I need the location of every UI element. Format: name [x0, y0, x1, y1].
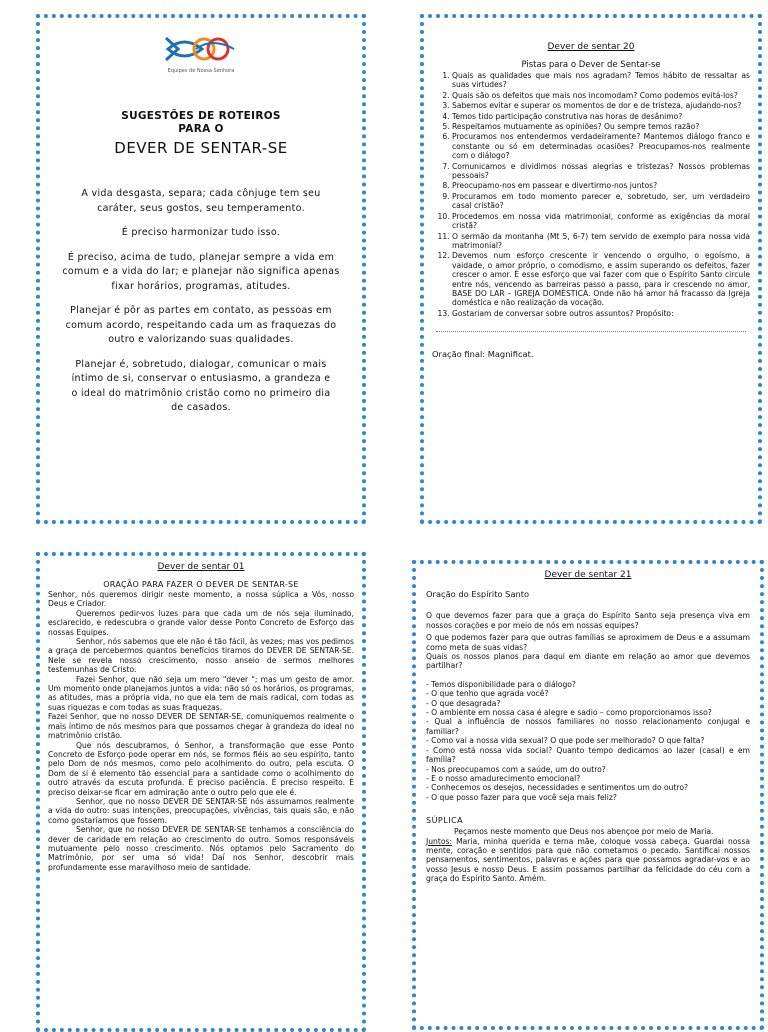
card-subheading: ORAÇÃO PARA FAZER O DEVER DE SENTAR-SE: [103, 580, 299, 589]
reflection-item: - O que desagrada?: [426, 698, 501, 708]
supplica-text: Peçamos neste momento que Deus nos abençoe por meio de Maria.: [454, 827, 714, 837]
prayer-paragraph: Senhor, nós sabemos que ele não é tão fácil, às vezes; mas vos pedimos a graça de percebermos quantos benefícios tiramos do DEVER DE SENTAR-SE. Nele se revela nosso crescimento, nosso anseio de sermos melhores testemunhas de Cristo.: [48, 637, 354, 675]
reflection-item: - Nos preocupamos com a saúde, um do outro?: [426, 764, 606, 774]
title-line2: PARA O: [178, 123, 224, 135]
page-title: DEVER DE SENTAR-SE: [114, 139, 288, 157]
together-text: Maria, minha querida e terna mãe, coloque vossa cabeça. Guardai nossa mente, coração e sentidos para que não cometamos o pecado. Santificai nossos pensamentos, sentimentos, palavras e ações para que possamos agradar-vos e ao vosso Jesus e nosso Deus. E assim possamos partilhar da felicidade do céu com a graça do Espírito Santo. Amém.: [426, 836, 750, 884]
question-item: 13. Gostariam de conversar sobre outros assuntos? Propósito:: [452, 309, 750, 318]
answer-line[interactable]: [436, 330, 746, 332]
reflection-paragraph: O que devemos fazer para que a graça do Espírito Santo seja presença viva em nossos corações e por meio de nós em nossas equipes?: [426, 611, 750, 630]
prayer-paragraph: Senhor, que no nosso DEVER DE SENTAR-SE nós assumamos realmente a vida do outro: suas intenções, preocupações, vivências, tais quais são, e não como gostaríamos que fossem.: [48, 796, 354, 825]
reflection-item: - O que posso fazer para que você seja mais feliz?: [426, 792, 617, 802]
question-item: 7. Comunicamos e dividimos nossas alegrias e tristezas? Nossos problemas pessoais?: [452, 162, 750, 181]
question-item: 8. Preocupamo-nos em passear e divertirmo-nos juntos?: [452, 181, 750, 190]
opening-prayer: Oração do Espírito Santo: [426, 589, 530, 599]
reflection-item: - E o nosso amadurecimento emocional?: [426, 773, 581, 783]
reflection-item: - Como vai a nossa vida sexual? O que pode ser melhorado? O que falta?: [426, 736, 705, 746]
question-item: 3. Sabemos evitar e superar os momentos de dor e de tristeza, ajudando-nos?: [452, 101, 750, 110]
prayer-body: [48, 590, 354, 872]
dever-01-card: [36, 552, 366, 1032]
cover-paragraph: Planejar é, sobretudo, dialogar, comunicar o mais íntimo de si, conservar o entusiasmo, a grandeza e o ideal do matrimônio cristão como no primeiro dia de casados.: [71, 358, 331, 413]
cover-paragraph: É preciso, acima de tudo, planejar sempre a vida em comum e a vida do lar; e planejar não significa apenas fixar horários, programas, atitudes.: [62, 251, 340, 292]
reflection-paragraph: O que podemos fazer para que outras famílias se aproximem de Deus e a assumam como meta de suas vidas?: [426, 633, 750, 652]
ens-logo-icon: [164, 32, 238, 66]
together-label: Juntos:: [426, 836, 453, 846]
question-item: 4. Temos tido participação construtiva nas horas de desânimo?: [452, 112, 750, 121]
reflection-item: - Como está nossa vida social? Quanto tempo dedicamos ao lazer (casal) e em família?: [426, 745, 750, 765]
reflection-item: - Conhecemos os desejos, necessidades e sentimentos um do outro?: [426, 783, 689, 793]
question-item: 12. Devemos num esforço crescente ir vencendo o orgulho, o egoísmo, a vaidade, o amor próprio, o comodismo, e assim superando os defeitos, fazer crescer o amor. É esse esforço que vai fazer com que o Espírito Santo circule entre nós, vencendo as barreiras passo a passo, para ir crescendo no amor, BASE DO LAR – IGREJA DOMÉSTICA. Onde não há amor há fracasso da Igreja doméstica e não realização da vocação.: [452, 251, 750, 307]
question-item: 5. Respeitamos mutuamente as opiniões? Ou sempre temos razão?: [452, 122, 750, 131]
cover-paragraph: É preciso harmonizar tudo isso.: [121, 227, 281, 238]
prayer-paragraph: Senhor, que no nosso DEVER DE SENTAR-SE tenhamos a consciência do dever de caridade em relação ao crescimento do outro. Somos responsáveis mutuamente pelo nosso crescimento. Nós optamos pelo Sacramento do Matrimônio, por ser uma só vida! Daí nos Senhor, descobrir mais profundamente esse maravilhoso meio de santidade.: [48, 825, 354, 872]
closing-prayer: Oração final: Magnificat.: [432, 349, 534, 360]
card-subheading: Pistas para o Dever de Sentar-se: [521, 60, 661, 70]
reflection-item: - Qual a influência de nossos familiares no nosso relacionamento conjugal e familiar?: [426, 717, 750, 736]
question-item: 6. Procuramos nos entendermos verdadeiramente? Mantemos diálogo franco e constante ou só em determinadas ocasiões? Preocupamos-nos realmente com o diálogo?: [452, 132, 750, 160]
question-item: 2. Quais são os defeitos que mais nos incomodam? Como podemos evitá-los?: [452, 91, 750, 100]
reflection-item: - O ambiente em nossa casa é alegre e sadio – como proporcionamos isso?: [426, 708, 712, 718]
card-heading: Dever de sentar 21: [544, 570, 632, 580]
reflection-paragraph: Quais os nossos planos para daqui em diante em relação ao amor que devemos partilhar?: [426, 652, 750, 671]
cover-paragraph: Planejar é pôr as partes em contato, as pessoas em comum acordo, respeitando cada um as fraquezas do outro e valorizando suas qualidades.: [65, 305, 337, 345]
card-heading: Dever de sentar 20: [547, 42, 635, 52]
dever-21-card: [412, 560, 764, 1030]
question-item: 1. Quais as qualidades que mais nos agradam? Temos hábito de ressaltar as suas virtudes?: [452, 71, 750, 90]
question-item: 9. Procuramos em todo momento parecer e, sobretudo, ser, um verdadeiro casal cristão?: [452, 192, 750, 211]
prayer-paragraph: Senhor, nós queremos dirigir neste momento, a nossa súplica a Vós, nosso Deus e Criador.: [48, 590, 354, 609]
prayer-paragraph: Fazei Senhor, que no nosso DEVER DE SENTAR-SE, comuniquemos realmente o mais íntimo de nós mesmos para que possamos chegar à grandeza do ideal no matrimônio cristão.: [48, 712, 354, 741]
dever-20-card: [420, 14, 762, 524]
reflection-paragraphs: [426, 611, 750, 670]
question-item: 10. Procedemos em nossa vida matrimonial, conforme as exigências da moral cristã?: [452, 212, 750, 231]
together-prayer: [426, 837, 750, 884]
prayer-paragraph: Que nós descubramos, ó Senhor, a transformação que esse Ponto Concreto de Esforço pode operar em nós, se formos fiéis ao seu espírito, tanto pelo Dom de nós mesmos, como pelo acolhimento do outro, pela escuta. O Dom de si é elemento tão essencial para a santidade como o acolhimento do outro através da escuta profunda. É preciso paciência. É preciso respeito. É preciso deixar-se ficar em admiração ante o outro pelo que ele é.: [48, 740, 354, 797]
question-list: [432, 71, 750, 318]
title-line1: SUGESTÕES DE ROTEIROS: [121, 110, 281, 122]
logo-caption: Equipes de Nossa Senhora: [167, 68, 235, 74]
prayer-paragraph: Fazei Senhor, que não seja um mero "dever "; mas um gesto de amor. Um momento onde planejamos juntos a vida: não só os horários, os programas, as atitudes, mas a própria vida, no que ela tem de mais radical, com todas as suas riquezas e com todas as suas fraquezas.: [48, 674, 354, 712]
prayer-paragraph: Queremos pedir-vos luzes para que cada um de nós seja iluminado, esclarecido, e redescubra o grande valor desse Ponto Concreto de Esforço das nossas Equipes.: [48, 608, 354, 637]
cover-card: [36, 14, 366, 524]
card-heading: Dever de sentar 01: [157, 562, 245, 572]
reflection-item: - O que tenho que agrada você?: [426, 689, 549, 699]
logo: [52, 32, 350, 74]
reflection-item: - Temos disponibilidade para o diálogo?: [426, 679, 576, 689]
supplica-title: SÚPLICA: [426, 816, 464, 826]
cover-paragraph: A vida desgasta, separa; cada cônjuge tem seu caráter, seus gostos, seu temperamento.: [81, 188, 321, 214]
reflection-items: [426, 680, 750, 802]
question-item: 11. O sermão da montanha (Mt 5, 6-7) tem servido de exemplo para nossa vida matrimonial?: [452, 232, 750, 251]
